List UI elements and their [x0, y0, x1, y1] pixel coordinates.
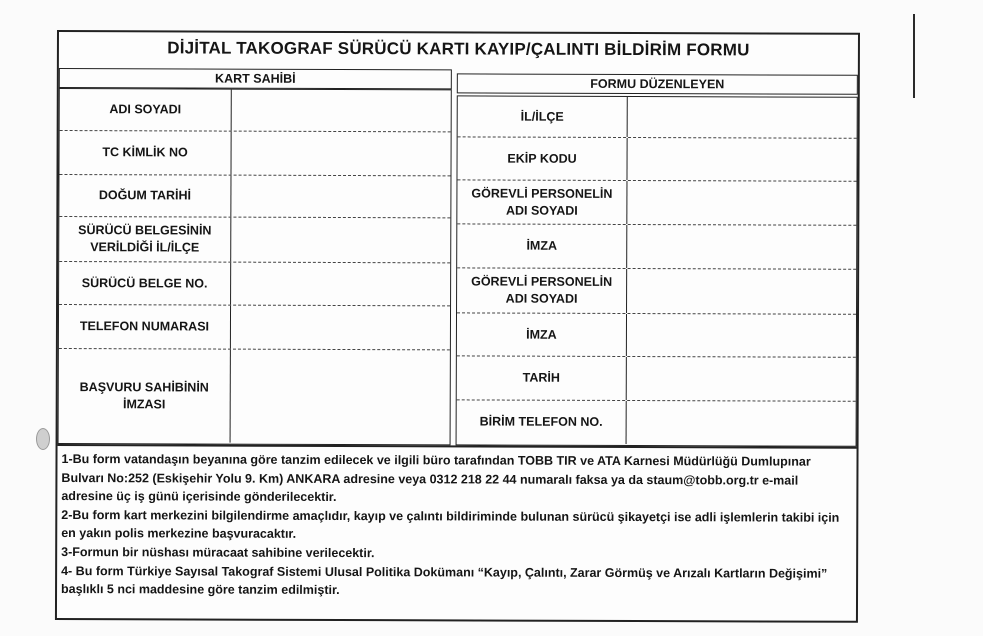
- field-value-team-code[interactable]: [627, 138, 856, 181]
- field-label-birth-date: DOĞUM TARİHİ: [59, 175, 231, 217]
- table-row: [457, 268, 856, 314]
- field-value-phone[interactable]: [231, 306, 450, 350]
- table-row: [457, 400, 856, 444]
- field-label-name: ADI SOYADI: [60, 89, 232, 131]
- field-label-unit-phone: BİRİM TELEFON NO.: [457, 400, 627, 444]
- table-row: [458, 96, 857, 138]
- field-value-officer-name-1[interactable]: [627, 181, 856, 225]
- field-value-applicant-signature[interactable]: [231, 350, 450, 444]
- table-row: [59, 131, 450, 176]
- field-value-signature-2[interactable]: [627, 314, 856, 357]
- field-value-date[interactable]: [627, 357, 856, 401]
- field-label-officer-name-2: GÖREVLİ PERSONELİN ADI SOYADI: [457, 268, 627, 313]
- table-row: [457, 137, 856, 181]
- table-row: [59, 305, 450, 350]
- form-issuer-table: [456, 95, 858, 446]
- form-issuer-heading: FORMU DÜZENLEYEN: [457, 73, 858, 94]
- note-item: 1-Bu form vatandaşın beyanına göre tanzim edilecek ve ilgili büro tarafından TOBB TIR ve ATA Karnesi Müdürlüğü Dumlupınar Bulvarı No:252 (Eskişehir Yolu 9. Km) ANKARA adresine veya 0312 218 22 44 numaralı faksa ya da staum@tobb.org.tr e-mail adresine üç iş günü içerisinde gönderilecektir.: [61, 452, 811, 505]
- note-item: 4- Bu form Türkiye Sayısal Takograf Sistemi Ulusal Politika Dokümanı “Kayıp, Çalıntı, Zarar Görmüş ve Arızalı Kartların Değişimi” başlıklı 5 nci maddesine göre tanzim edilmiştir.: [61, 563, 828, 598]
- card-holder-table: [58, 88, 452, 445]
- note-item: 3-Formun bir nüshası müracaat sahibine verilecektir.: [61, 544, 375, 561]
- field-label-officer-name-1: GÖREVLİ PERSONELİN ADI SOYADI: [457, 180, 627, 224]
- table-row: [59, 217, 450, 263]
- field-value-birth-date[interactable]: [231, 176, 450, 218]
- table-row: [59, 175, 450, 218]
- table-row: [457, 313, 856, 357]
- field-label-date: TARİH: [457, 356, 627, 400]
- field-label-signature-2: İMZA: [457, 313, 627, 356]
- field-label-applicant-signature: BAŞVURU SAHİBİNİN İMZASI: [59, 349, 231, 443]
- table-row: [60, 89, 451, 132]
- field-value-license-number[interactable]: [231, 263, 450, 306]
- field-value-unit-phone[interactable]: [627, 401, 856, 445]
- field-label-tc-id: TC KİMLİK NO: [59, 131, 231, 175]
- form-title: DİJİTAL TAKOGRAF SÜRÜCÜ KARTI KAYIP/ÇALINTI BİLDİRİM FORMU: [167, 38, 750, 60]
- field-label-license-issue-place: SÜRÜCÜ BELGESİNİN VERİLDİĞİ İL/İLÇE: [59, 217, 231, 262]
- punch-hole-mark: [36, 428, 50, 450]
- field-value-name[interactable]: [232, 90, 451, 132]
- field-label-team-code: EKİP KODU: [457, 137, 627, 180]
- field-value-license-issue-place[interactable]: [231, 218, 450, 263]
- table-row: [457, 180, 856, 225]
- scan-edge-line: [913, 14, 915, 98]
- field-value-province-district[interactable]: [628, 97, 857, 138]
- card-holder-heading: KART SAHİBİ: [59, 68, 452, 89]
- table-row: [59, 262, 450, 306]
- table-row: [59, 349, 450, 443]
- table-row: [457, 356, 856, 401]
- field-label-province-district: İL/İLÇE: [458, 96, 628, 137]
- form-notes: [57, 444, 857, 621]
- field-value-officer-name-2[interactable]: [627, 269, 856, 314]
- field-value-signature-1[interactable]: [627, 225, 856, 269]
- note-item: 2-Bu form kart merkezini bilgilendirme amaçlıdır, kayıp ve çalıntı bildiriminde bulunan sürücü şikayetçi ise adli işlemlerin takibi için en yakın polis merkezine başvuracaktır.: [61, 507, 840, 542]
- field-label-license-number: SÜRÜCÜ BELGE NO.: [59, 262, 231, 305]
- table-row: [457, 224, 856, 269]
- report-form: [55, 30, 860, 623]
- field-label-signature-1: İMZA: [457, 224, 627, 268]
- field-label-phone: TELEFON NUMARASI: [59, 305, 231, 349]
- field-value-tc-id[interactable]: [231, 132, 450, 176]
